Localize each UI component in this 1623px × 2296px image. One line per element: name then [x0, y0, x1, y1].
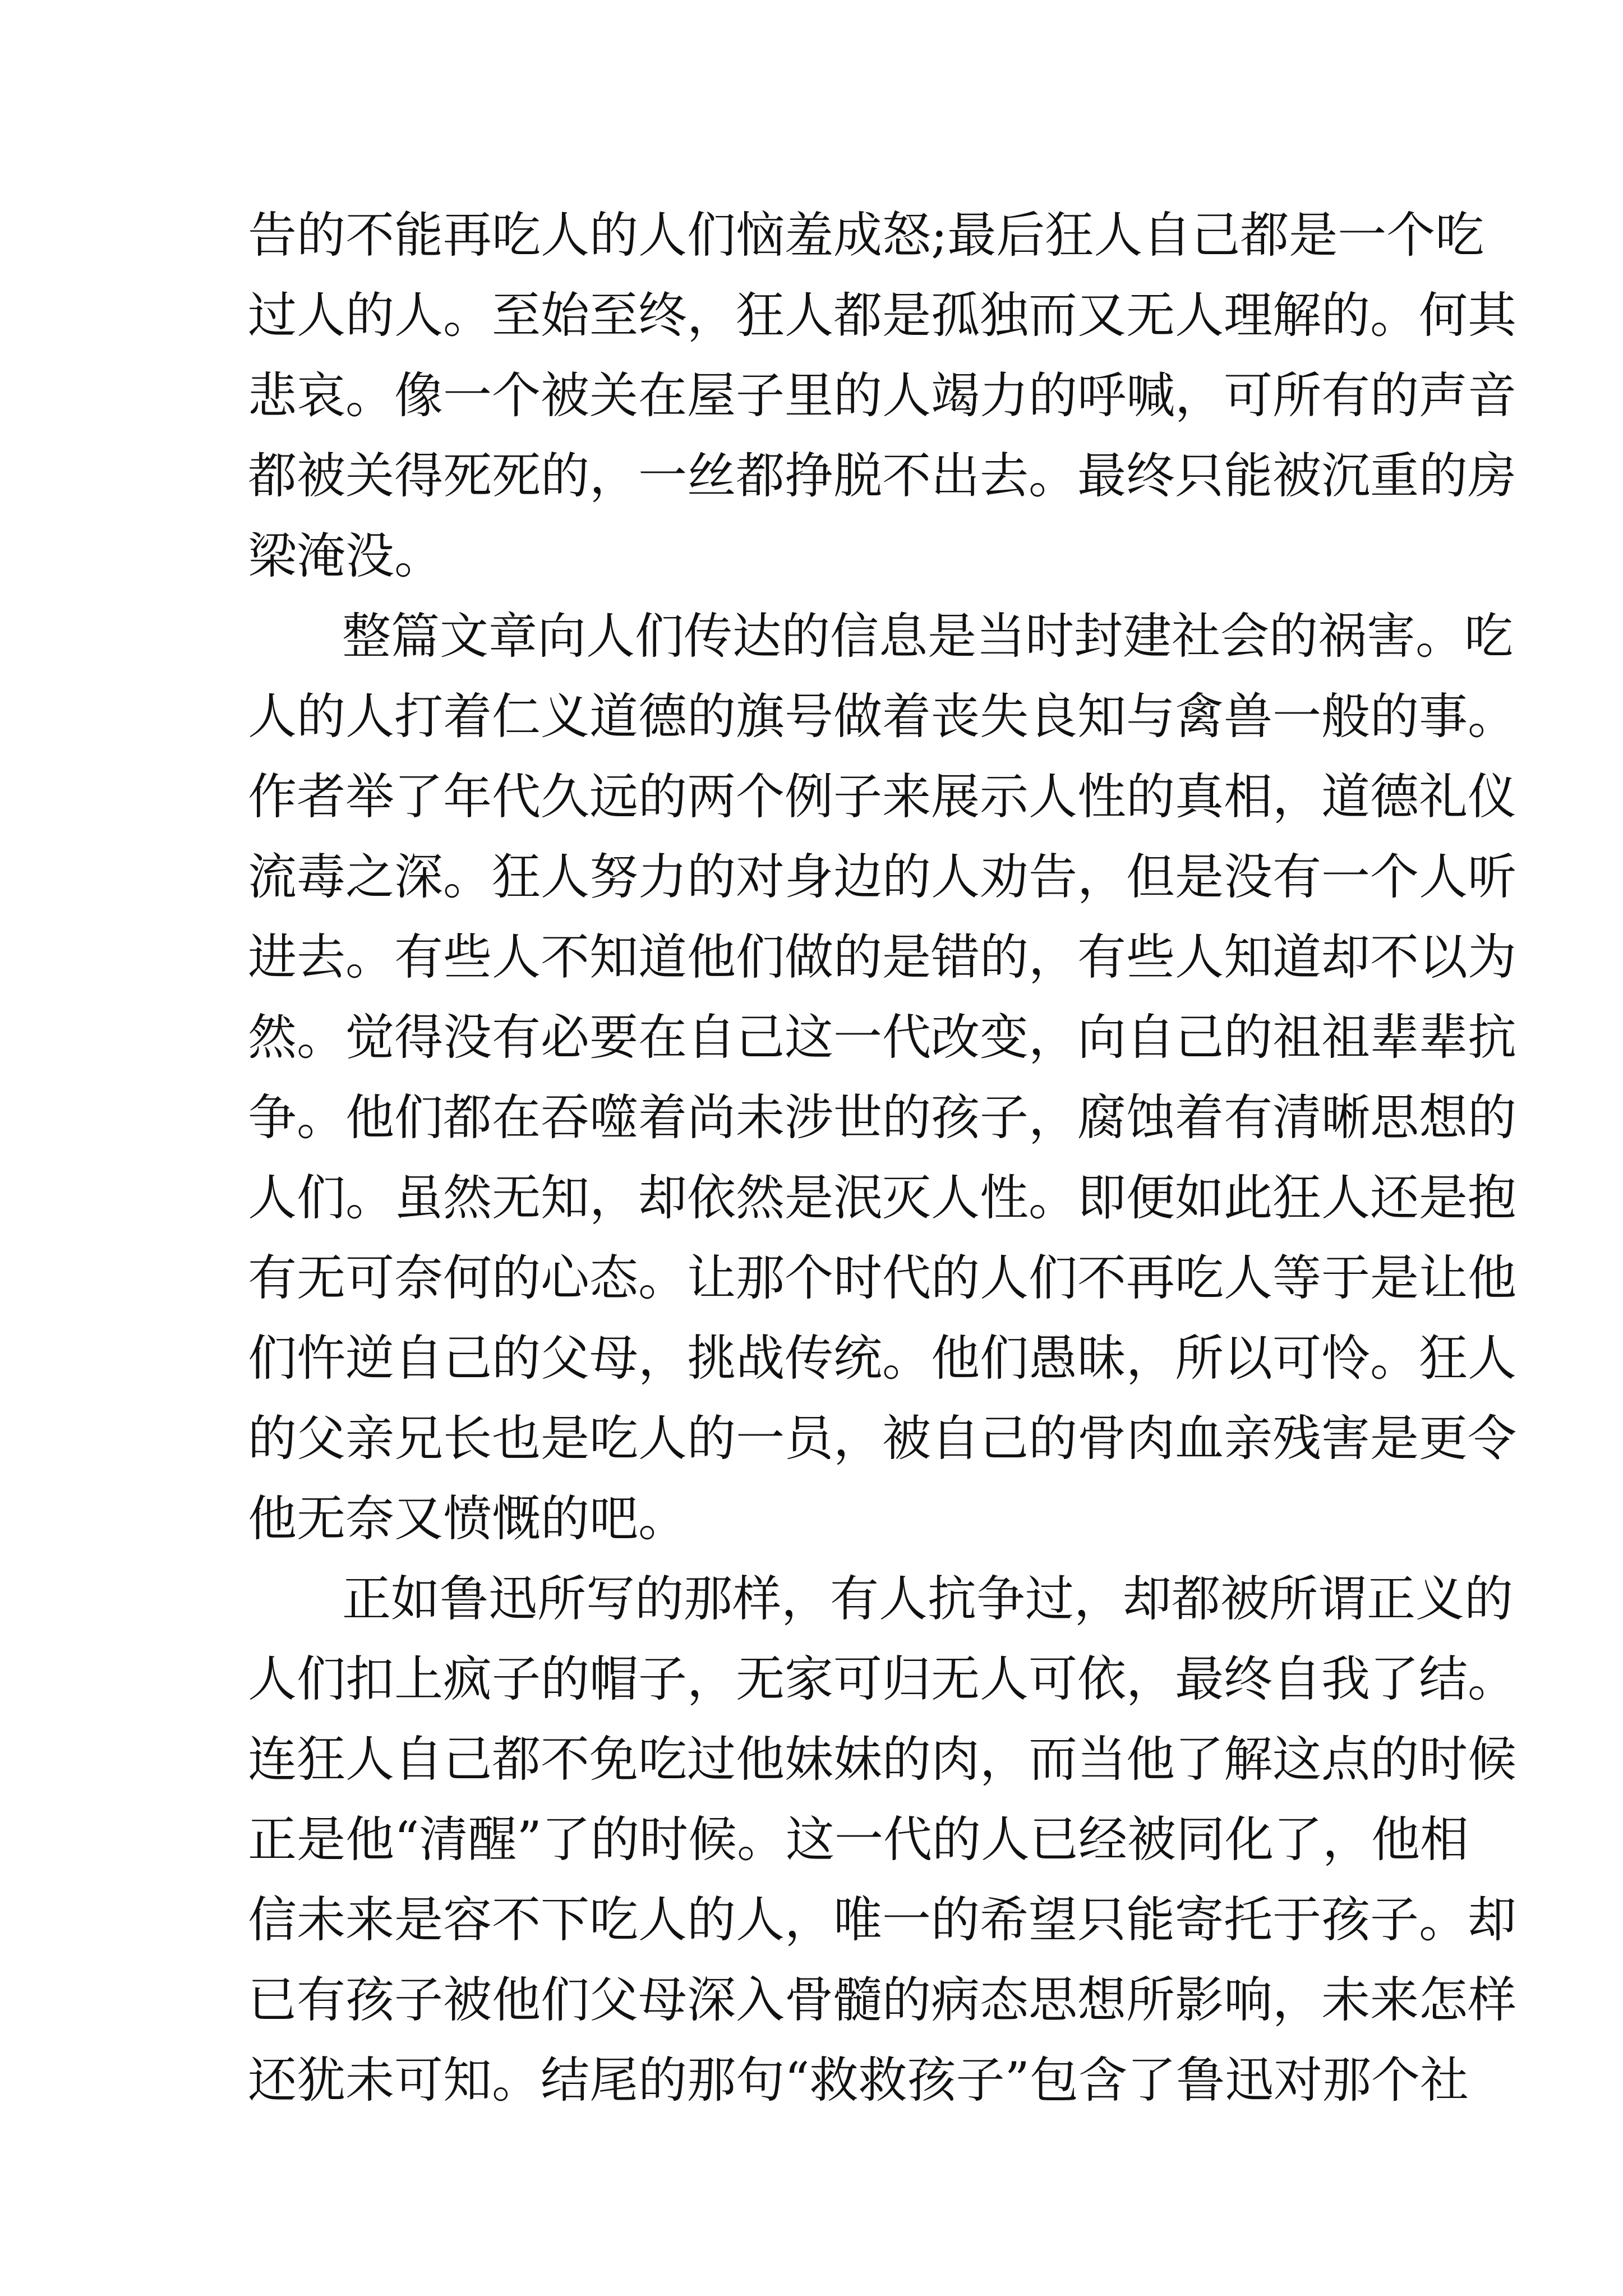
text-line: 人的人打着仁义道德的旗号做着丧失良知与禽兽一般的事。	[248, 688, 1516, 745]
paragraph-2	[248, 596, 1516, 1559]
text-line: 的父亲兄长也是吃人的一员，被自己的骨肉血亲残害是更令	[248, 1410, 1516, 1467]
text-line: 悲哀。像一个被关在屋子里的人竭力的呼喊，可所有的声音	[248, 367, 1516, 424]
body-text	[248, 195, 1516, 2120]
text-line: 还犹未可知。结尾的那句“救救孩子”包含了鲁迅对那个社	[248, 2051, 1469, 2109]
text-line: 信未来是容不下吃人的人，唯一的希望只能寄托于孩子。却	[248, 1891, 1516, 1948]
text-line: 正是他“清醒”了的时候。这一代的人已经被同化了，他相	[248, 1811, 1469, 1868]
text-line: 进去。有些人不知道他们做的是错的，有些人知道却不以为	[248, 928, 1516, 986]
text-line: 流毒之深。狂人努力的对身边的人劝告，但是没有一个人听	[248, 848, 1516, 905]
text-line: 争。他们都在吞噬着尚未涉世的孩子，腐蚀着有清晰思想的	[248, 1089, 1516, 1146]
paragraph-1	[248, 195, 1516, 596]
text-line: 们忤逆自己的父母，挑战传统。他们愚昧，所以可怜。狂人	[248, 1329, 1516, 1387]
text-line: 人们。虽然无知，却依然是泯灭人性。即便如此狂人还是抱	[248, 1169, 1516, 1226]
text-line: 有无可奈何的心态。让那个时代的人们不再吃人等于是让他	[248, 1249, 1516, 1306]
text-line: 他无奈又愤慨的吧。	[248, 1490, 687, 1547]
text-line: 都被关得死死的，一丝都挣脱不出去。最终只能被沉重的房	[248, 447, 1516, 504]
text-line: 过人的人。至始至终，狂人都是孤独而又无人理解的。何其	[248, 287, 1516, 344]
text-line: 已有孩子被他们父母深入骨髓的病态思想所影响，未来怎样	[248, 1971, 1516, 2028]
text-line: 正如鲁迅所写的那样，有人抗争过，却都被所谓正义的	[342, 1570, 1513, 1627]
text-line: 人们扣上疯子的帽子，无家可归无人可依，最终自我了结。	[248, 1650, 1516, 1708]
text-line: 告的不能再吃人的人们恼羞成怒;最后狂人自己都是一个吃	[248, 206, 1484, 264]
text-line: 梁淹没。	[248, 527, 443, 585]
text-line: 连狂人自己都不免吃过他妹妹的肉，而当他了解这点的时候	[248, 1731, 1516, 1788]
text-line: 作者举了年代久远的两个例子来展示人性的真相，道德礼仪	[248, 768, 1516, 825]
paragraph-3	[248, 1559, 1516, 2120]
text-line: 整篇文章向人们传达的信息是当时封建社会的祸害。吃	[342, 608, 1513, 665]
text-line: 然。觉得没有必要在自己这一代改变，向自己的祖祖辈辈抗	[248, 1009, 1516, 1066]
